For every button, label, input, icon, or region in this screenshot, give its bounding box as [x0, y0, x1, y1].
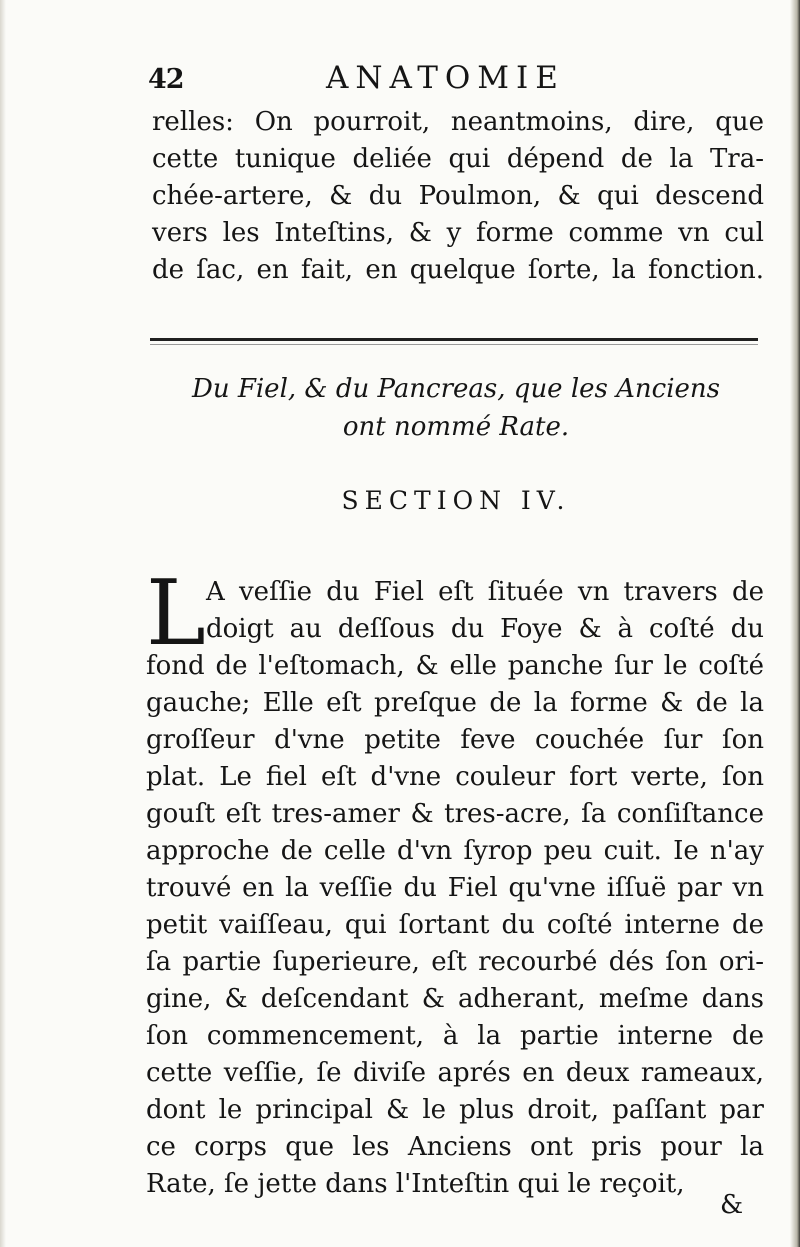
text-line: A veſſie du Fiel eſt ſituée vn travers de — [206, 577, 764, 607]
text-line: gine, & deſcendant & adherant, meſme dans — [146, 984, 764, 1014]
section-divider-rule — [150, 338, 758, 341]
text-line: dont le principal & le plus droit, paſſant par — [146, 1095, 764, 1125]
main-paragraph — [146, 648, 764, 1203]
section-title: SECTION IV. — [341, 486, 571, 515]
text-line: fond de l'eſtomach, & elle panche ſur le coſté — [146, 651, 764, 681]
text-line: cette tunique deliée qui dépend de la Tra- — [152, 144, 764, 174]
text-line: ſa partie ſuperieure, eſt recourbé dés ſon ori- — [146, 947, 764, 977]
text-line: plat. Le fiel eſt d'vne couleur fort verte, ſon — [146, 762, 764, 792]
running-header — [148, 58, 763, 102]
page-gutter-shadow — [0, 0, 6, 1247]
running-title: ANATOMIE — [326, 60, 565, 96]
text-line: vers les Inteſtins, & y forme comme vn cul — [152, 218, 764, 248]
page-number: 42 — [148, 64, 184, 95]
subheading-line-1: Du Fiel, & du Pancreas, que les Anciens — [191, 374, 721, 404]
catchword: & — [720, 1190, 744, 1220]
text-line: doigt au deſſous du Foye & à coſté du — [206, 614, 764, 644]
text-line: cette veſſie, ſe diviſe aprés en deux rameaux, — [146, 1058, 764, 1088]
text-line: gauche; Elle eſt preſque de la forme & de la — [146, 688, 764, 718]
text-line: de ſac, en fait, en quelque ſorte, la fonction. — [152, 255, 764, 285]
chapter-subheading — [150, 370, 762, 446]
text-line: ce corps que les Anciens ont pris pour la — [146, 1132, 764, 1162]
text-line: Rate, ſe jette dans l'Inteſtin qui le reçoit, — [146, 1169, 685, 1199]
text-line: gouſt eſt tres-amer & tres-acre, ſa conſiſtance — [146, 799, 764, 829]
text-line: ſon commencement, à la partie interne de — [146, 1021, 764, 1051]
text-line: petit vaiſſeau, qui ſortant du coſté interne de — [146, 910, 764, 940]
drop-cap: L — [146, 561, 206, 666]
text-line: groſſeur d'vne petite feve couchée ſur ſon — [146, 725, 764, 755]
subheading-line-2: ont nommé Rate. — [342, 412, 570, 442]
text-line: relles: On pourroit, neantmoins, dire, que — [152, 107, 764, 137]
section-divider-rule-thin — [150, 344, 758, 345]
indented-lines — [206, 574, 764, 648]
text-line: chée-artere, & du Poulmon, & qui descend — [152, 181, 764, 211]
top-paragraph — [152, 104, 764, 289]
text-line: approche de celle d'vn ſyrop peu cuit. Ie n'ay — [146, 836, 764, 866]
text-line: trouvé en la veſſie du Fiel qu'vne iſſuë par vn — [146, 873, 764, 903]
page-edge-shadow — [790, 0, 800, 1247]
